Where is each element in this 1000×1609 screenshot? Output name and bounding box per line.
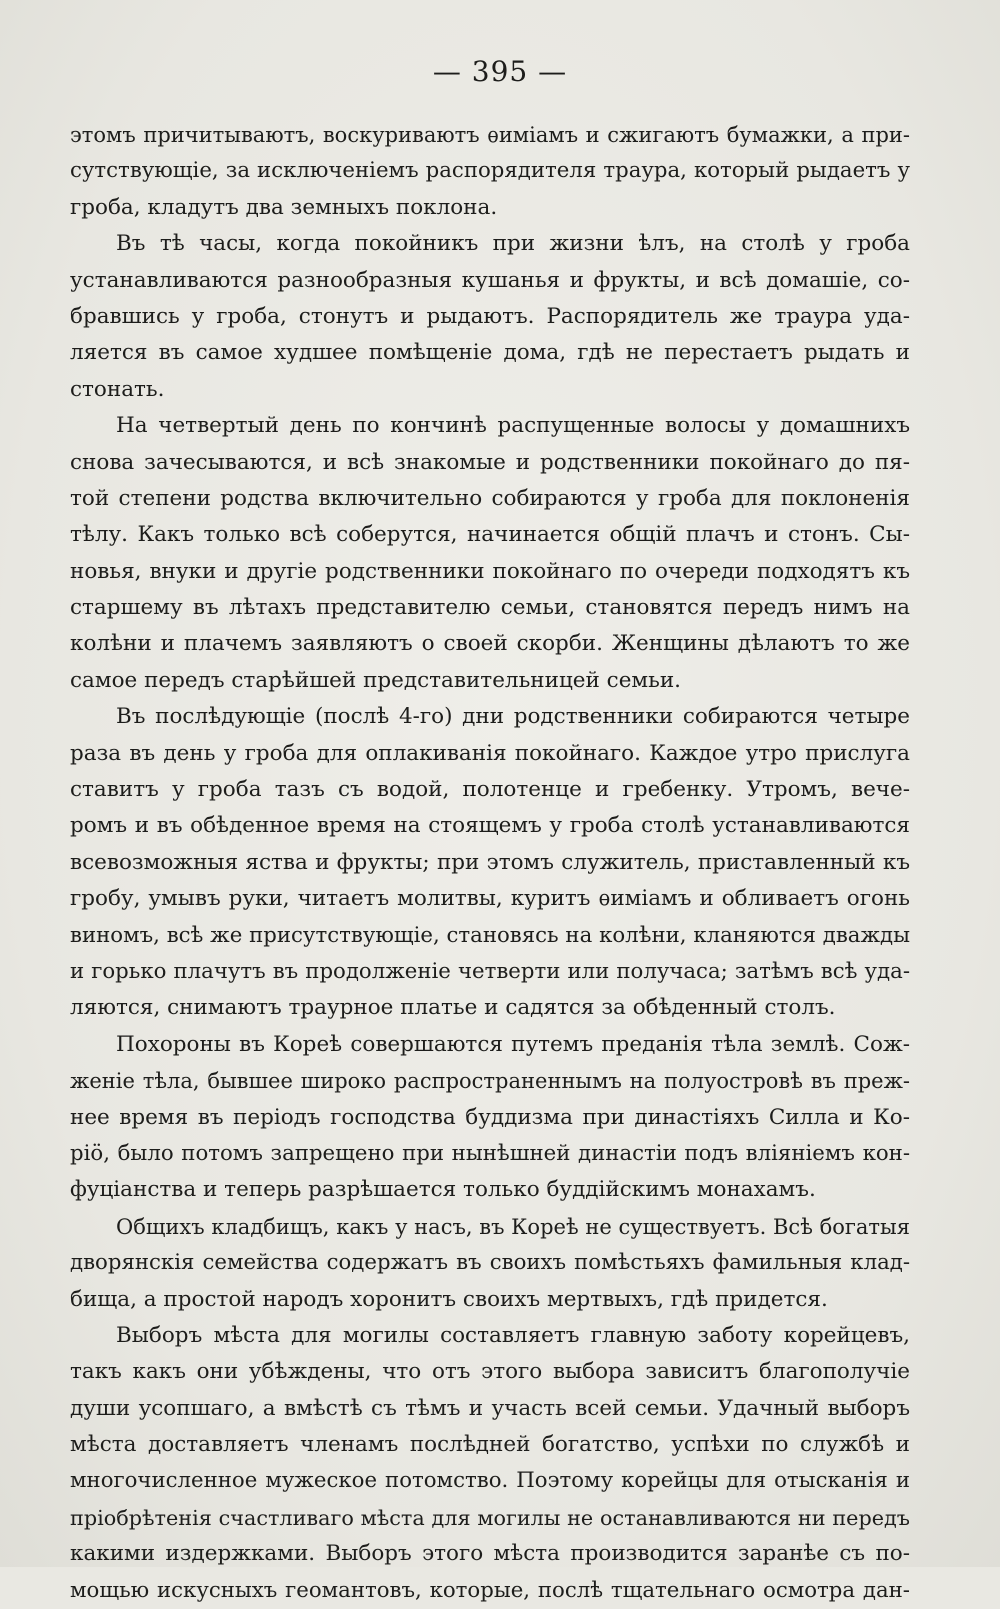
text-line: нее время въ періодъ господства буддизма при династіяхъ Силла и Ко- bbox=[70, 1104, 910, 1130]
text-line: новья, внуки и другіе родственники покойнаго по очереди подходятъ къ bbox=[70, 558, 910, 584]
text-line: гробу, умывъ руки, читаетъ молитвы, куритъ ѳиміамъ и обливаетъ огонь bbox=[70, 886, 910, 912]
text-line: многочисленное мужеское потомство. Поэтому корейцы для отысканія и bbox=[70, 1468, 910, 1494]
text-line: ріö, было потомъ запрещено при нынѣшней династіи подъ вліяніемъ кон- bbox=[70, 1140, 910, 1166]
text-line: фуціанства и теперь разрѣшается только буддійскимъ монахамъ. bbox=[70, 1177, 816, 1203]
body-text bbox=[70, 117, 910, 1609]
text-line: На четвертый день по кончинѣ распущенные волосы у домашнихъ bbox=[116, 413, 910, 439]
text-line: тѣлу. Какъ только всѣ соберутся, начинается общій плачъ и стонъ. Сы- bbox=[70, 522, 910, 548]
text-line: пріобрѣтенія счастливаго мѣста для могилы не останавливаются ни передъ bbox=[70, 1505, 910, 1530]
text-line: сутствующіе, за исключеніемъ распорядителя траура, который рыдаетъ у bbox=[70, 158, 910, 184]
text-line: всевозможныя яства и фрукты; при этомъ служитель, приставленный къ bbox=[70, 849, 910, 875]
text-line: виномъ, всѣ же присутствующіе, становясь на колѣни, кланяются дважды bbox=[70, 922, 910, 948]
text-line: Похороны въ Кореѣ совершаются путемъ преданія тѣла землѣ. Сож- bbox=[116, 1031, 910, 1057]
text-line: мощью искусныхъ геомантовъ, которые, послѣ тщательнаго осмотра дан- bbox=[70, 1577, 910, 1603]
text-line: старшему въ лѣтахъ представителю семьи, становятся передъ нимъ на bbox=[70, 595, 910, 621]
text-line: раза въ день у гроба для оплакиванія покойнаго. Каждое утро прислуга bbox=[70, 740, 910, 766]
text-line: гроба, кладутъ два земныхъ поклона. bbox=[70, 194, 498, 220]
text-line: ляются, снимаютъ траурное платье и садятся за обѣденный столъ. bbox=[70, 995, 836, 1021]
text-line: стонать. bbox=[70, 376, 165, 402]
text-line: устанавливаются разнообразныя кушанья и фрукты, и всѣ домашіе, со- bbox=[70, 267, 910, 293]
text-line: Выборъ мѣста для могилы составляетъ главную заботу корейцевъ, bbox=[116, 1322, 910, 1348]
text-line: этомъ причитываютъ, воскуриваютъ ѳиміамъ и сжигаютъ бумажки, а при- bbox=[70, 123, 910, 147]
text-line: мѣста доставляетъ членамъ послѣдней богатство, успѣхи по службѣ и bbox=[70, 1432, 910, 1458]
text-line: бравшись у гроба, стонутъ и рыдаютъ. Распорядитель же траура уда- bbox=[70, 303, 910, 329]
text-line: души усопшаго, а вмѣстѣ съ тѣмъ и участь всей семьи. Удачный выборъ bbox=[70, 1395, 910, 1421]
text-line: и горько плачутъ въ продолженіе четверти или получаса; затѣмъ всѣ уда- bbox=[70, 958, 910, 984]
text-line: снова зачесываются, и всѣ знакомые и родственники покойнаго до пя- bbox=[70, 449, 910, 475]
text-line: ляется въ самое худшее помѣщеніе дома, гдѣ не перестаетъ рыдать и bbox=[70, 340, 910, 366]
text-line: женіе тѣла, бывшее широко распространеннымъ на полуостровѣ въ преж- bbox=[70, 1069, 910, 1094]
text-line: ромъ и въ обѣденное время на стоящемъ у гроба столѣ устанавливаются bbox=[70, 813, 910, 839]
text-line: колѣни и плачемъ заявляютъ о своей скорби. Женщины дѣлаютъ то же bbox=[70, 631, 910, 657]
text-line: дворянскія семейства содержатъ въ своихъ помѣстьяхъ фамильныя клад- bbox=[70, 1250, 910, 1276]
text-line: той степени родства включительно собираются у гроба для поклоненія bbox=[70, 485, 910, 511]
text-line: ставитъ у гроба тазъ съ водой, полотенце и гребенку. Утромъ, вече- bbox=[70, 777, 910, 803]
page-number: — 395 — bbox=[432, 55, 568, 88]
text-line: Въ послѣдующіе (послѣ 4-го) дни родственники собираются четыре bbox=[116, 704, 910, 730]
text-line: бища, а простой народъ хоронитъ своихъ мертвыхъ, гдѣ придется. bbox=[70, 1286, 828, 1312]
text-line: Въ тѣ часы, когда покойникъ при жизни ѣлъ, на столѣ у гроба bbox=[116, 231, 910, 257]
text-line: какими издержками. Выборъ этого мѣста производится заранѣе съ по- bbox=[70, 1541, 910, 1567]
text-line: самое передъ старѣйшей представительницей семьи. bbox=[70, 667, 682, 693]
text-line: такъ какъ они убѣждены, что отъ этого выбора зависитъ благополучіе bbox=[70, 1359, 910, 1385]
text-line: Общихъ кладбищъ, какъ у насъ, въ Кореѣ не существуетъ. Всѣ богатыя bbox=[116, 1214, 910, 1239]
